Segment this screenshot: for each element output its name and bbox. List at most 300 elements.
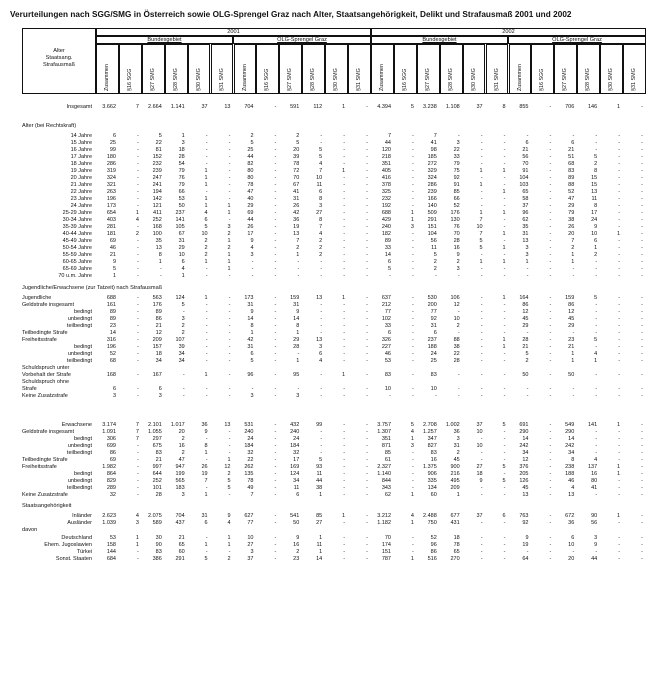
table-cell: - xyxy=(549,429,552,435)
table-cell: - xyxy=(549,154,552,160)
table-cell: 3 xyxy=(181,140,185,146)
table-cell: 237 xyxy=(175,210,185,216)
table-cell: - xyxy=(503,542,506,548)
table-cell: 1 xyxy=(227,238,231,244)
table-cell: 644 xyxy=(152,471,162,477)
row-label: Insgesamt xyxy=(66,104,92,110)
table-cell: 1 xyxy=(158,259,162,265)
table-cell: - xyxy=(457,372,460,378)
table-cell: - xyxy=(572,266,575,272)
table-cell: - xyxy=(366,217,368,223)
table-cell: - xyxy=(274,393,277,399)
table-cell: - xyxy=(343,316,346,322)
table-cell: 227 xyxy=(381,344,391,350)
table-cell: 29 xyxy=(178,245,185,251)
table-cell: 41 xyxy=(591,485,598,491)
table-cell: - xyxy=(228,351,231,357)
table-row xyxy=(0,133,656,140)
table-cell: 297 xyxy=(152,436,162,442)
table-cell: - xyxy=(274,161,277,167)
table-cell: - xyxy=(343,478,346,484)
table-cell: - xyxy=(480,337,483,343)
table-cell: - xyxy=(480,485,483,491)
col-header-label: §16 SGG xyxy=(264,68,271,91)
table-cell: 141 xyxy=(175,217,185,223)
table-cell: - xyxy=(412,471,414,477)
table-row xyxy=(0,457,656,464)
table-cell: - xyxy=(595,147,598,153)
table-cell: 53 xyxy=(109,535,116,541)
table-cell: 3 xyxy=(181,316,185,322)
table-cell: 531 xyxy=(244,422,254,428)
table-cell: - xyxy=(641,436,643,442)
table-cell: - xyxy=(137,309,139,315)
row-label: teilbedingt xyxy=(66,323,92,329)
table-cell: 240 xyxy=(381,224,391,230)
table-cell: 166 xyxy=(427,196,437,202)
table-cell: - xyxy=(503,393,506,399)
table-cell: - xyxy=(320,450,323,456)
table-cell: 6 xyxy=(571,140,575,146)
table-cell: - xyxy=(503,429,506,435)
table-cell: 239 xyxy=(427,189,437,195)
table-cell: 23 xyxy=(109,323,116,329)
col-header-label: §27 SMG xyxy=(149,68,156,91)
table-cell: 50 xyxy=(568,372,575,378)
table-cell: 2.664 xyxy=(148,104,162,110)
table-cell: - xyxy=(228,295,231,301)
table-cell: 67 xyxy=(178,231,185,237)
table-cell: 27 xyxy=(476,464,483,470)
table-cell: 68 xyxy=(109,358,116,364)
row-label: Ausländer xyxy=(67,520,92,526)
table-row xyxy=(0,316,656,323)
table-cell: 77 xyxy=(384,309,391,315)
table-cell: - xyxy=(641,323,643,329)
table-cell: - xyxy=(137,140,139,146)
table-cell: - xyxy=(343,351,346,357)
table-cell: - xyxy=(549,295,552,301)
table-cell: - xyxy=(274,217,277,223)
table-cell: 35 xyxy=(155,238,162,244)
table-cell: - xyxy=(480,492,483,498)
table-cell: - xyxy=(412,358,414,364)
table-cell: - xyxy=(503,457,506,463)
table-cell: 1 xyxy=(342,168,346,174)
corner-label-3: Strafausmaß xyxy=(42,62,76,68)
table-cell: 1 xyxy=(410,436,414,442)
table-cell: 50 xyxy=(178,203,185,209)
table-cell: 2 xyxy=(296,245,300,251)
table-cell: - xyxy=(137,161,139,167)
table-cell: 1 xyxy=(410,556,414,562)
table-row xyxy=(0,542,656,549)
col-header-label: §31 SMG xyxy=(218,68,225,91)
table-cell: 67 xyxy=(293,182,300,188)
table-cell: - xyxy=(618,542,621,548)
table-cell: 9 xyxy=(525,535,529,541)
table-cell: 13 xyxy=(522,238,529,244)
table-cell: 2 xyxy=(181,330,185,336)
table-cell: - xyxy=(549,175,552,181)
table-cell: 78 xyxy=(247,182,254,188)
table-cell: - xyxy=(274,520,277,526)
table-cell: 13 xyxy=(316,295,323,301)
table-cell: - xyxy=(618,330,621,336)
table-cell: - xyxy=(412,231,414,237)
table-cell: - xyxy=(228,393,231,399)
table-cell: - xyxy=(343,217,346,223)
table-cell: 691 xyxy=(519,422,529,428)
table-cell: 2 xyxy=(456,450,460,456)
table-cell: 83 xyxy=(430,372,437,378)
table-cell: - xyxy=(503,436,506,442)
table-cell: 140 xyxy=(427,203,437,209)
table-cell: 1 xyxy=(502,168,506,174)
table-cell: - xyxy=(641,266,643,272)
table-cell: - xyxy=(366,443,368,449)
table-cell: 1.055 xyxy=(148,429,162,435)
table-cell: 3 xyxy=(112,393,116,399)
table-cell: 49 xyxy=(247,485,254,491)
table-cell: - xyxy=(205,161,208,167)
table-cell: 232 xyxy=(381,196,391,202)
table-cell: 124 xyxy=(175,295,185,301)
table-cell: 209 xyxy=(450,485,460,491)
table-cell: 21 xyxy=(178,535,185,541)
table-cell: 281 xyxy=(106,224,116,230)
table-cell: - xyxy=(343,189,346,195)
table-cell: - xyxy=(274,196,277,202)
table-cell: 2 xyxy=(594,161,598,167)
table-cell: 89 xyxy=(384,238,391,244)
table-cell: - xyxy=(366,542,368,548)
table-cell: - xyxy=(480,252,483,258)
table-cell: 100 xyxy=(152,231,162,237)
table-cell: - xyxy=(503,372,506,378)
table-cell: - xyxy=(503,161,506,167)
table-cell: 36 xyxy=(201,422,208,428)
table-cell: - xyxy=(366,492,368,498)
table-cell: 2 xyxy=(204,238,208,244)
row-label: 19 Jahre xyxy=(70,168,92,174)
table-cell: 42 xyxy=(247,337,254,343)
table-cell: 3.662 xyxy=(102,104,116,110)
table-row xyxy=(0,436,656,443)
table-cell: - xyxy=(366,513,368,519)
table-cell: 41 xyxy=(293,189,300,195)
table-cell: - xyxy=(274,513,277,519)
year-2002: 2002 xyxy=(502,29,515,35)
table-cell: 4.394 xyxy=(377,104,391,110)
table-cell: 15 xyxy=(591,182,598,188)
table-cell: 13 xyxy=(568,492,575,498)
table-cell: 36 xyxy=(568,520,575,526)
table-cell: 53 xyxy=(178,196,185,202)
table-cell: 39 xyxy=(178,344,185,350)
table-cell: 169 xyxy=(290,464,300,470)
table-cell: - xyxy=(274,104,277,110)
col-header-label: §16 SGG xyxy=(401,68,408,91)
table-cell: 6 xyxy=(112,133,116,139)
table-cell: - xyxy=(251,386,254,392)
table-cell: 24 xyxy=(293,436,300,442)
table-cell: 196 xyxy=(106,196,116,202)
table-cell: - xyxy=(641,478,643,484)
table-cell: - xyxy=(480,344,483,350)
table-cell: 181 xyxy=(106,231,116,237)
table-cell: - xyxy=(343,485,346,491)
table-cell: - xyxy=(343,231,346,237)
table-cell: 86 xyxy=(522,302,529,308)
row-label: teilbedingt xyxy=(66,485,92,491)
table-cell: 126 xyxy=(519,478,529,484)
table-cell: 12 xyxy=(568,309,575,315)
table-cell: 89 xyxy=(109,316,116,322)
table-cell: - xyxy=(549,147,552,153)
table-cell: - xyxy=(412,393,414,399)
table-row xyxy=(0,492,656,499)
table-row xyxy=(0,471,656,478)
row-label: Deutschland xyxy=(61,535,92,541)
table-cell: 1 xyxy=(204,182,208,188)
table-cell: - xyxy=(137,492,139,498)
table-cell: 70 xyxy=(384,535,391,541)
table-cell: 319 xyxy=(106,168,116,174)
corner-label-1: Alter xyxy=(53,48,65,54)
table-cell: 4 xyxy=(319,358,323,364)
table-cell: 291 xyxy=(427,217,437,223)
table-cell: 152 xyxy=(152,154,162,160)
table-cell: - xyxy=(412,196,414,202)
table-cell: 3 xyxy=(227,224,231,230)
table-cell: 32 xyxy=(247,450,254,456)
table-cell: - xyxy=(618,295,621,301)
table-cell: - xyxy=(618,147,621,153)
table-cell: 192 xyxy=(381,203,391,209)
table-cell: 79 xyxy=(178,168,185,174)
table-cell: - xyxy=(343,386,346,392)
table-cell: 173 xyxy=(244,295,254,301)
table-row xyxy=(0,266,656,273)
table-cell: 1.108 xyxy=(445,104,460,110)
row-label: bedingt xyxy=(73,471,92,477)
table-cell: - xyxy=(412,478,414,484)
table-cell: 289 xyxy=(106,485,116,491)
table-cell: 8 xyxy=(594,203,598,209)
table-cell: - xyxy=(366,252,368,258)
table-cell: - xyxy=(366,140,368,146)
table-cell: 704 xyxy=(244,104,254,110)
table-cell: 2 xyxy=(227,471,231,477)
table-cell: - xyxy=(618,140,621,146)
table-cell: - xyxy=(343,344,346,350)
table-cell: 3 xyxy=(410,224,414,230)
table-cell: - xyxy=(205,302,208,308)
table-cell: 31 xyxy=(178,238,185,244)
table-row xyxy=(0,302,656,309)
table-cell: 4 xyxy=(410,513,414,519)
table-cell: 212 xyxy=(381,302,391,308)
table-cell: 1.182 xyxy=(377,520,391,526)
table-cell: 83 xyxy=(384,372,391,378)
table-cell: 18 xyxy=(155,351,162,357)
table-cell: - xyxy=(641,344,643,350)
table-cell: 80 xyxy=(247,168,254,174)
table-row xyxy=(0,337,656,344)
table-cell: 10 xyxy=(476,443,483,449)
table-cell: - xyxy=(320,309,323,315)
table-cell: 7 xyxy=(319,224,323,230)
table-cell: 6 xyxy=(525,140,529,146)
table-cell: 176 xyxy=(152,302,162,308)
table-row xyxy=(0,252,656,259)
row-label: bedingt xyxy=(73,436,92,442)
table-cell: 1 xyxy=(181,133,185,139)
table-cell: 5 xyxy=(250,358,254,364)
table-cell: 10 xyxy=(247,535,254,541)
table-cell: - xyxy=(320,259,323,265)
table-cell: 51 xyxy=(568,154,575,160)
table-cell: 637 xyxy=(381,295,391,301)
table-header xyxy=(22,28,646,94)
table-cell: 25 xyxy=(109,140,116,146)
table-cell: 7 xyxy=(479,231,483,237)
table-cell: 1 xyxy=(617,464,621,470)
table-cell: - xyxy=(618,161,621,167)
table-row xyxy=(0,485,656,492)
table-cell: 31 xyxy=(201,513,208,519)
table-cell: 13 xyxy=(224,422,231,428)
table-cell: 52 xyxy=(453,203,460,209)
table-cell: 1 xyxy=(617,513,621,519)
table-cell: 7 xyxy=(204,478,208,484)
table-cell: 1 xyxy=(502,231,506,237)
table-cell: 32 xyxy=(109,492,116,498)
table-cell: 9 xyxy=(479,478,483,484)
table-cell: 32 xyxy=(293,450,300,456)
table-cell: 7 xyxy=(250,492,254,498)
table-cell: - xyxy=(549,556,552,562)
table-cell: - xyxy=(618,393,621,399)
table-cell: - xyxy=(366,485,368,491)
table-cell: - xyxy=(641,238,643,244)
table-cell: 85 xyxy=(316,513,323,519)
table-cell: 7 xyxy=(571,238,575,244)
table-cell: 335 xyxy=(427,478,437,484)
table-cell: - xyxy=(205,485,208,491)
table-cell: - xyxy=(320,323,323,329)
table-row xyxy=(0,323,656,330)
table-cell: - xyxy=(274,203,277,209)
table-cell: - xyxy=(205,273,208,279)
table-cell: - xyxy=(343,429,346,435)
row-label: 40-44 Jahre xyxy=(62,231,92,237)
table-cell: 80 xyxy=(591,478,598,484)
table-cell: 47 xyxy=(568,196,575,202)
table-cell: - xyxy=(274,337,277,343)
table-cell: - xyxy=(274,323,277,329)
table-cell: - xyxy=(503,520,506,526)
table-cell: - xyxy=(274,485,277,491)
table-cell: - xyxy=(205,358,208,364)
table-cell: 182 xyxy=(381,231,391,237)
table-cell: - xyxy=(274,295,277,301)
table-cell: - xyxy=(137,316,139,322)
table-cell: 52 xyxy=(430,535,437,541)
table-cell: - xyxy=(366,393,368,399)
table-row xyxy=(0,429,656,436)
table-cell: 2 xyxy=(296,133,300,139)
table-cell: 27 xyxy=(247,542,254,548)
table-cell: - xyxy=(228,492,231,498)
table-cell: 3 xyxy=(456,140,460,146)
table-cell: - xyxy=(366,330,368,336)
table-cell: - xyxy=(366,245,368,251)
table-cell: - xyxy=(205,351,208,357)
table-cell: 188 xyxy=(427,344,437,350)
table-cell: 1 xyxy=(135,542,139,548)
row-label: Ehem. Jugoslawien xyxy=(44,542,92,548)
table-cell: 54 xyxy=(178,161,185,167)
table-cell: 1 xyxy=(502,295,506,301)
table-cell: 2.327 xyxy=(377,464,391,470)
table-cell: - xyxy=(412,245,414,251)
col-header-label: §16 SGG xyxy=(126,68,133,91)
table-cell: 1 xyxy=(227,252,231,258)
row-label: 22 Jahre xyxy=(70,189,92,195)
col-header-label: §30 SMG xyxy=(470,68,477,91)
table-cell: 26 xyxy=(568,224,575,230)
table-cell: - xyxy=(549,513,552,519)
table-cell: - xyxy=(412,457,414,463)
table-cell: 22 xyxy=(247,457,254,463)
table-cell: 829 xyxy=(106,478,116,484)
table-cell: 7 xyxy=(135,436,139,442)
table-cell: - xyxy=(205,344,208,350)
table-cell: 1 xyxy=(112,273,116,279)
table-cell: 9 xyxy=(296,309,300,315)
table-cell: - xyxy=(274,273,277,279)
table-cell: 429 xyxy=(381,217,391,223)
table-cell: 252 xyxy=(152,217,162,223)
table-cell: 1 xyxy=(410,210,414,216)
table-cell: - xyxy=(228,337,231,343)
table-cell: - xyxy=(618,196,621,202)
table-cell: 19 xyxy=(293,224,300,230)
col-header-label: §28 SMG xyxy=(585,68,592,91)
table-cell: - xyxy=(159,273,162,279)
table-cell: - xyxy=(137,450,139,456)
table-cell: 17 xyxy=(591,210,598,216)
table-cell: 4 xyxy=(135,217,139,223)
table-cell: - xyxy=(366,344,368,350)
table-cell: 14 xyxy=(109,330,116,336)
table-cell: 14 xyxy=(247,316,254,322)
table-cell: 103 xyxy=(519,182,529,188)
table-cell: - xyxy=(412,175,414,181)
table-cell: 2 xyxy=(571,245,575,251)
table-cell: - xyxy=(412,161,414,167)
table-cell: 3 xyxy=(296,393,300,399)
table-cell: 411 xyxy=(153,210,162,216)
table-cell: 1 xyxy=(502,245,506,251)
table-cell: 290 xyxy=(565,429,575,435)
table-cell: - xyxy=(412,330,414,336)
table-cell: 432 xyxy=(290,422,300,428)
table-cell: 89 xyxy=(155,309,162,315)
col-header-label: Zusammen xyxy=(516,64,523,91)
